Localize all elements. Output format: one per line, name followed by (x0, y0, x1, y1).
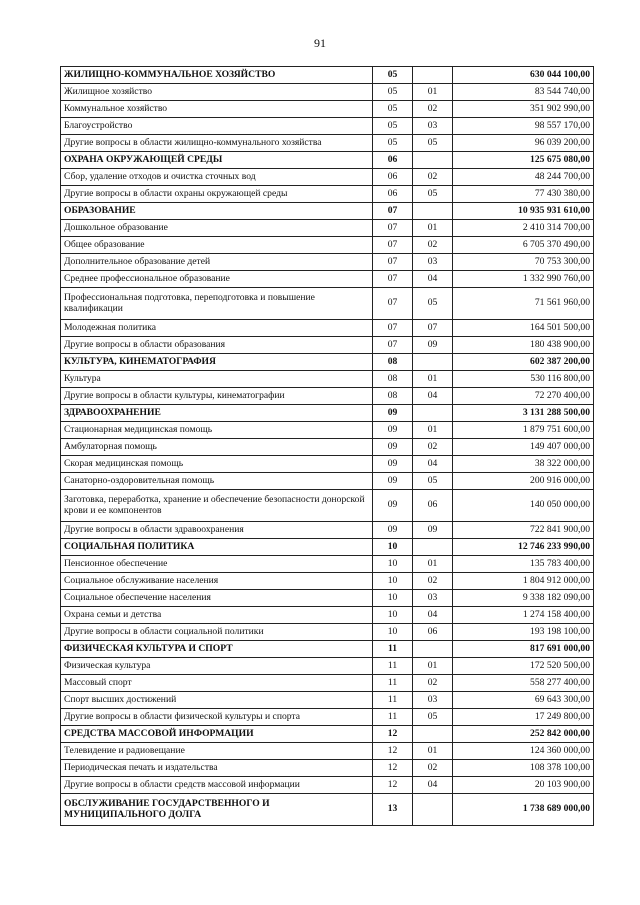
section-row (61, 405, 594, 422)
amount: 72 270 400,00 (453, 388, 594, 405)
section-code: 09 (373, 473, 413, 490)
item-name: КУЛЬТУРА, КИНЕМАТОГРАФИЯ (61, 354, 373, 371)
item-name: Другие вопросы в области охраны окружающей среды (61, 186, 373, 203)
subsection-code: 01 (413, 422, 453, 439)
item-name: Другие вопросы в области образования (61, 337, 373, 354)
item-name: Заготовка, переработка, хранение и обеспечение безопасности донорской крови и ее компонентов (61, 490, 373, 522)
section-code: 05 (373, 101, 413, 118)
section-code: 11 (373, 675, 413, 692)
subsection-code: 01 (413, 743, 453, 760)
amount: 124 360 000,00 (453, 743, 594, 760)
section-code: 05 (373, 84, 413, 101)
table-row (61, 101, 594, 118)
item-name: Дошкольное образование (61, 220, 373, 237)
table-row (61, 84, 594, 101)
subsection-code: 02 (413, 101, 453, 118)
subsection-code: 04 (413, 388, 453, 405)
table-row (61, 456, 594, 473)
amount: 71 561 960,00 (453, 288, 594, 320)
section-code: 06 (373, 186, 413, 203)
section-code: 12 (373, 726, 413, 743)
amount: 817 691 000,00 (453, 641, 594, 658)
subsection-code: 04 (413, 456, 453, 473)
subsection-code: 09 (413, 337, 453, 354)
section-code: 11 (373, 641, 413, 658)
section-code: 07 (373, 337, 413, 354)
item-name: Другие вопросы в области средств массовой информации (61, 777, 373, 794)
amount: 1 332 990 760,00 (453, 271, 594, 288)
item-name: Коммунальное хозяйство (61, 101, 373, 118)
section-row (61, 539, 594, 556)
item-name: Дополнительное образование детей (61, 254, 373, 271)
table-row (61, 271, 594, 288)
amount: 70 753 300,00 (453, 254, 594, 271)
item-name: Другие вопросы в области здравоохранения (61, 522, 373, 539)
page-number: 91 (314, 36, 326, 50)
section-row (61, 203, 594, 220)
amount: 2 410 314 700,00 (453, 220, 594, 237)
section-code: 05 (373, 67, 413, 84)
item-name: Сбор, удаление отходов и очистка сточных вод (61, 169, 373, 186)
subsection-code (413, 67, 453, 84)
subsection-code (413, 641, 453, 658)
amount: 200 916 000,00 (453, 473, 594, 490)
item-name: Амбулаторная помощь (61, 439, 373, 456)
amount: 164 501 500,00 (453, 320, 594, 337)
amount: 180 438 900,00 (453, 337, 594, 354)
amount: 38 322 000,00 (453, 456, 594, 473)
item-name: ОХРАНА ОКРУЖАЮЩЕЙ СРЕДЫ (61, 152, 373, 169)
budget-table-body (61, 67, 594, 826)
section-code: 07 (373, 320, 413, 337)
item-name: Культура (61, 371, 373, 388)
item-name: Охрана семьи и детства (61, 607, 373, 624)
amount: 558 277 400,00 (453, 675, 594, 692)
item-name: Социальное обслуживание населения (61, 573, 373, 590)
section-code: 12 (373, 743, 413, 760)
amount: 96 039 200,00 (453, 135, 594, 152)
section-code: 07 (373, 288, 413, 320)
amount: 1 804 912 000,00 (453, 573, 594, 590)
subsection-code: 07 (413, 320, 453, 337)
table-row (61, 607, 594, 624)
section-code: 09 (373, 405, 413, 422)
item-name: Жилищное хозяйство (61, 84, 373, 101)
section-code: 07 (373, 254, 413, 271)
subsection-code: 03 (413, 254, 453, 271)
amount: 98 557 170,00 (453, 118, 594, 135)
amount: 48 244 700,00 (453, 169, 594, 186)
section-code: 06 (373, 169, 413, 186)
item-name: ФИЗИЧЕСКАЯ КУЛЬТУРА И СПОРТ (61, 641, 373, 658)
section-row (61, 794, 594, 826)
amount: 77 430 380,00 (453, 186, 594, 203)
amount: 10 935 931 610,00 (453, 203, 594, 220)
section-code: 11 (373, 658, 413, 675)
subsection-code (413, 152, 453, 169)
subsection-code: 05 (413, 186, 453, 203)
table-row (61, 288, 594, 320)
subsection-code (413, 726, 453, 743)
section-code: 10 (373, 607, 413, 624)
section-row (61, 726, 594, 743)
subsection-code: 01 (413, 658, 453, 675)
amount: 83 544 740,00 (453, 84, 594, 101)
item-name: Общее образование (61, 237, 373, 254)
subsection-code (413, 539, 453, 556)
item-name: ЗДРАВООХРАНЕНИЕ (61, 405, 373, 422)
amount: 1 738 689 000,00 (453, 794, 594, 826)
section-code: 05 (373, 135, 413, 152)
subsection-code: 06 (413, 490, 453, 522)
table-row (61, 692, 594, 709)
subsection-code: 02 (413, 573, 453, 590)
item-name: Другие вопросы в области социальной политики (61, 624, 373, 641)
section-code: 07 (373, 237, 413, 254)
table-row (61, 371, 594, 388)
amount: 1 274 158 400,00 (453, 607, 594, 624)
table-row (61, 337, 594, 354)
section-code: 09 (373, 522, 413, 539)
item-name: Массовый спорт (61, 675, 373, 692)
amount: 602 387 200,00 (453, 354, 594, 371)
table-row (61, 760, 594, 777)
subsection-code: 02 (413, 675, 453, 692)
item-name: Скорая медицинская помощь (61, 456, 373, 473)
item-name: Профессиональная подготовка, переподготовка и повышение квалификации (61, 288, 373, 320)
subsection-code: 04 (413, 777, 453, 794)
section-code: 11 (373, 709, 413, 726)
section-code: 12 (373, 760, 413, 777)
item-name: Периодическая печать и издательства (61, 760, 373, 777)
budget-table (60, 66, 594, 826)
amount: 108 378 100,00 (453, 760, 594, 777)
section-code: 09 (373, 422, 413, 439)
table-row (61, 624, 594, 641)
section-code: 10 (373, 556, 413, 573)
section-row (61, 152, 594, 169)
subsection-code: 02 (413, 169, 453, 186)
section-code: 10 (373, 573, 413, 590)
item-name: Стационарная медицинская помощь (61, 422, 373, 439)
table-row (61, 490, 594, 522)
amount: 252 842 000,00 (453, 726, 594, 743)
section-code: 08 (373, 371, 413, 388)
item-name: Другие вопросы в области культуры, кинематографии (61, 388, 373, 405)
item-name: Молодежная политика (61, 320, 373, 337)
table-row (61, 556, 594, 573)
subsection-code (413, 405, 453, 422)
section-code: 07 (373, 220, 413, 237)
table-row (61, 743, 594, 760)
item-name: Другие вопросы в области жилищно-коммунального хозяйства (61, 135, 373, 152)
item-name: Среднее профессиональное образование (61, 271, 373, 288)
item-name: Физическая культура (61, 658, 373, 675)
table-row (61, 135, 594, 152)
item-name: Социальное обеспечение населения (61, 590, 373, 607)
table-row (61, 439, 594, 456)
table-row (61, 320, 594, 337)
item-name: ОБРАЗОВАНИЕ (61, 203, 373, 220)
amount: 140 050 000,00 (453, 490, 594, 522)
subsection-code: 01 (413, 220, 453, 237)
section-code: 10 (373, 590, 413, 607)
subsection-code: 02 (413, 760, 453, 777)
item-name: Телевидение и радиовещание (61, 743, 373, 760)
subsection-code (413, 794, 453, 826)
section-code: 09 (373, 490, 413, 522)
amount: 9 338 182 090,00 (453, 590, 594, 607)
subsection-code (413, 203, 453, 220)
amount: 6 705 370 490,00 (453, 237, 594, 254)
subsection-code: 05 (413, 135, 453, 152)
table-row (61, 169, 594, 186)
table-row (61, 590, 594, 607)
subsection-code: 02 (413, 237, 453, 254)
table-row (61, 388, 594, 405)
subsection-code: 01 (413, 556, 453, 573)
section-code: 08 (373, 388, 413, 405)
subsection-code: 03 (413, 692, 453, 709)
table-row (61, 237, 594, 254)
subsection-code: 02 (413, 439, 453, 456)
item-name: Благоустройство (61, 118, 373, 135)
subsection-code: 03 (413, 590, 453, 607)
amount: 722 841 900,00 (453, 522, 594, 539)
section-row (61, 67, 594, 84)
amount: 12 746 233 990,00 (453, 539, 594, 556)
section-code: 09 (373, 456, 413, 473)
amount: 1 879 751 600,00 (453, 422, 594, 439)
table-row (61, 254, 594, 271)
subsection-code: 09 (413, 522, 453, 539)
table-row (61, 118, 594, 135)
amount: 193 198 100,00 (453, 624, 594, 641)
section-code: 10 (373, 539, 413, 556)
section-code: 13 (373, 794, 413, 826)
section-code: 09 (373, 439, 413, 456)
amount: 351 902 990,00 (453, 101, 594, 118)
table-row (61, 573, 594, 590)
section-code: 12 (373, 777, 413, 794)
subsection-code: 05 (413, 709, 453, 726)
amount: 69 643 300,00 (453, 692, 594, 709)
amount: 3 131 288 500,00 (453, 405, 594, 422)
table-row (61, 675, 594, 692)
amount: 149 407 000,00 (453, 439, 594, 456)
amount: 125 675 080,00 (453, 152, 594, 169)
section-code: 11 (373, 692, 413, 709)
section-code: 07 (373, 271, 413, 288)
subsection-code: 05 (413, 473, 453, 490)
amount: 172 520 500,00 (453, 658, 594, 675)
section-code: 05 (373, 118, 413, 135)
subsection-code (413, 354, 453, 371)
item-name: Санаторно-оздоровительная помощь (61, 473, 373, 490)
item-name: ОБСЛУЖИВАНИЕ ГОСУДАРСТВЕННОГО И МУНИЦИПАЛЬНОГО ДОЛГА (61, 794, 373, 826)
section-code: 08 (373, 354, 413, 371)
table-row (61, 220, 594, 237)
section-row (61, 354, 594, 371)
section-code: 10 (373, 624, 413, 641)
amount: 135 783 400,00 (453, 556, 594, 573)
item-name: СОЦИАЛЬНАЯ ПОЛИТИКА (61, 539, 373, 556)
amount: 530 116 800,00 (453, 371, 594, 388)
table-row (61, 473, 594, 490)
amount: 630 044 100,00 (453, 67, 594, 84)
amount: 20 103 900,00 (453, 777, 594, 794)
subsection-code: 05 (413, 288, 453, 320)
table-row (61, 658, 594, 675)
subsection-code: 01 (413, 371, 453, 388)
subsection-code: 03 (413, 118, 453, 135)
subsection-code: 01 (413, 84, 453, 101)
table-row (61, 777, 594, 794)
item-name: ЖИЛИЩНО-КОММУНАЛЬНОЕ ХОЗЯЙСТВО (61, 67, 373, 84)
section-code: 07 (373, 203, 413, 220)
section-code: 06 (373, 152, 413, 169)
table-row (61, 422, 594, 439)
item-name: Другие вопросы в области физической культуры и спорта (61, 709, 373, 726)
item-name: Спорт высших достижений (61, 692, 373, 709)
section-row (61, 641, 594, 658)
subsection-code: 06 (413, 624, 453, 641)
amount: 17 249 800,00 (453, 709, 594, 726)
subsection-code: 04 (413, 271, 453, 288)
table-row (61, 709, 594, 726)
table-row (61, 522, 594, 539)
table-row (61, 186, 594, 203)
subsection-code: 04 (413, 607, 453, 624)
item-name: Пенсионное обеспечение (61, 556, 373, 573)
item-name: СРЕДСТВА МАССОВОЙ ИНФОРМАЦИИ (61, 726, 373, 743)
